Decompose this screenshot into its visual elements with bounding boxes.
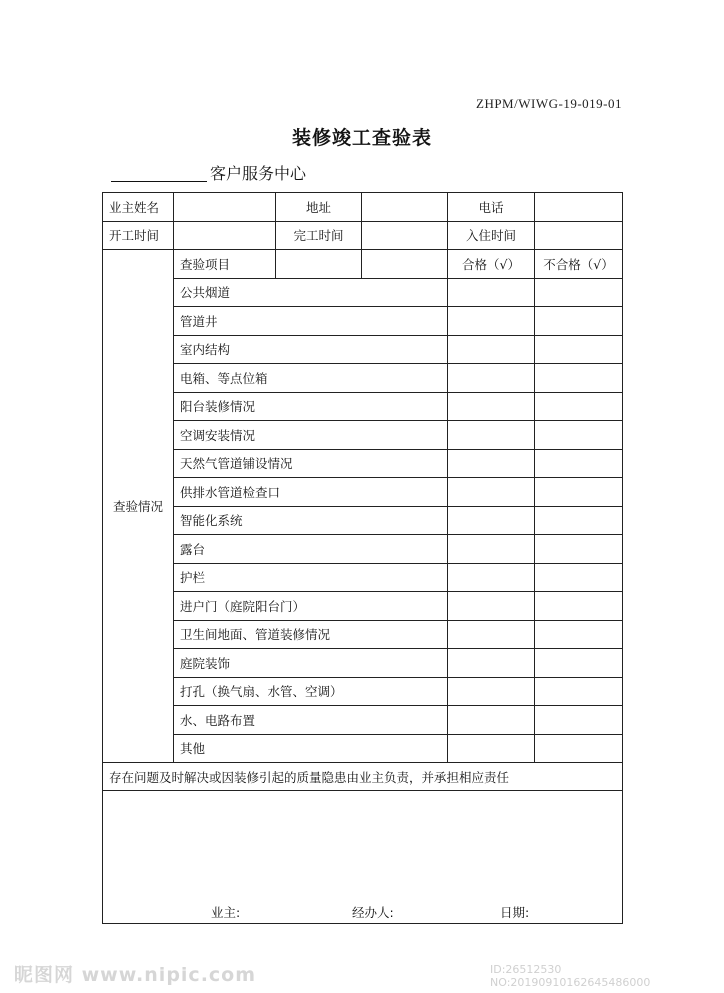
pass-check-cell[interactable]	[448, 506, 535, 535]
inspection-item-label: 天然气管道铺设情况	[174, 449, 448, 478]
inspection-item-row	[103, 677, 623, 706]
fail-check-cell[interactable]	[535, 706, 623, 735]
pass-check-cell[interactable]	[448, 364, 535, 393]
fail-check-cell[interactable]	[535, 478, 623, 507]
owner-name-label: 业主姓名	[103, 193, 174, 222]
handler-signature-label: 经办人:	[352, 905, 394, 920]
inspection-section-label: 查验情况	[103, 250, 174, 763]
inspection-item-row	[103, 706, 623, 735]
inspection-item-label: 供排水管道检查口	[174, 478, 448, 507]
form-title: 装修竣工查验表	[291, 127, 432, 149]
inspection-item-row	[103, 535, 623, 564]
start-time-cell[interactable]	[174, 221, 276, 250]
inspection-item-label: 卫生间地面、管道装修情况	[174, 620, 448, 649]
inspection-item-label: 露台	[174, 535, 448, 564]
fail-check-cell[interactable]	[535, 649, 623, 678]
date-signature-label: 日期:	[500, 905, 530, 920]
inspection-item-row	[103, 278, 623, 307]
fail-check-cell[interactable]	[535, 506, 623, 535]
pass-check-cell[interactable]	[448, 706, 535, 735]
inspection-item-row	[103, 734, 623, 763]
signature-row	[103, 791, 623, 924]
watermark-id: ID:26512530 NO:20190910162645486000	[490, 963, 651, 989]
pass-check-cell[interactable]	[448, 307, 535, 336]
pass-check-cell[interactable]	[448, 649, 535, 678]
department-name: 客户服务中心	[210, 164, 307, 183]
fail-check-cell[interactable]	[535, 734, 623, 763]
finish-time-label: 完工时间	[276, 221, 362, 250]
date-info-row	[103, 221, 623, 250]
owner-info-row	[103, 193, 623, 222]
phone-label: 电话	[448, 193, 535, 222]
inspection-item-row	[103, 421, 623, 450]
inspection-item-label: 其他	[174, 734, 448, 763]
inspection-item-row	[103, 307, 623, 336]
finish-time-cell[interactable]	[362, 221, 448, 250]
fail-check-cell[interactable]	[535, 307, 623, 336]
pass-check-cell[interactable]	[448, 677, 535, 706]
inspection-header-row	[103, 250, 623, 279]
fail-check-cell[interactable]	[535, 677, 623, 706]
pass-check-cell[interactable]	[448, 478, 535, 507]
signature-area[interactable]	[103, 791, 623, 924]
inspection-item-row	[103, 364, 623, 393]
pass-check-cell[interactable]	[448, 620, 535, 649]
inspection-item-row	[103, 506, 623, 535]
inspection-item-row	[103, 449, 623, 478]
inspection-item-label: 庭院装饰	[174, 649, 448, 678]
department-blank-line	[111, 181, 207, 182]
inspection-item-label: 管道井	[174, 307, 448, 336]
move-in-time-cell[interactable]	[535, 221, 623, 250]
phone-cell[interactable]	[535, 193, 623, 222]
fail-check-cell[interactable]	[535, 620, 623, 649]
fail-check-cell[interactable]	[535, 392, 623, 421]
inspection-form-table	[102, 192, 623, 924]
inspection-item-row	[103, 592, 623, 621]
pass-check-cell[interactable]	[448, 535, 535, 564]
fail-check-cell[interactable]	[535, 592, 623, 621]
inspection-item-row	[103, 392, 623, 421]
start-time-label: 开工时间	[103, 221, 174, 250]
inspection-item-row	[103, 478, 623, 507]
document-code: ZHPM/WIWG-19-019-01	[476, 96, 622, 111]
address-cell[interactable]	[362, 193, 448, 222]
pass-check-cell[interactable]	[448, 421, 535, 450]
fail-check-cell[interactable]	[535, 421, 623, 450]
pass-check-cell[interactable]	[448, 592, 535, 621]
inspection-item-label: 水、电路布置	[174, 706, 448, 735]
fail-check-cell[interactable]	[535, 449, 623, 478]
fail-header: 不合格（√）	[535, 250, 623, 279]
inspection-header-blank	[276, 250, 362, 279]
pass-check-cell[interactable]	[448, 563, 535, 592]
fail-check-cell[interactable]	[535, 563, 623, 592]
inspection-item-label: 护栏	[174, 563, 448, 592]
note-row	[103, 763, 623, 791]
pass-check-cell[interactable]	[448, 449, 535, 478]
fail-check-cell[interactable]	[535, 278, 623, 307]
inspection-item-label: 智能化系统	[174, 506, 448, 535]
fail-check-cell[interactable]	[535, 364, 623, 393]
inspection-item-label: 室内结构	[174, 335, 448, 364]
address-label: 地址	[276, 193, 362, 222]
inspection-header-blank	[362, 250, 448, 279]
pass-header: 合格（√）	[448, 250, 535, 279]
pass-check-cell[interactable]	[448, 392, 535, 421]
move-in-time-label: 入住时间	[448, 221, 535, 250]
inspection-section	[103, 250, 623, 763]
fail-check-cell[interactable]	[535, 535, 623, 564]
inspection-item-row	[103, 620, 623, 649]
inspection-item-label: 电箱、等点位箱	[174, 364, 448, 393]
pass-check-cell[interactable]	[448, 335, 535, 364]
pass-check-cell[interactable]	[448, 734, 535, 763]
inspection-item-label: 打孔（换气扇、水管、空调）	[174, 677, 448, 706]
fail-check-cell[interactable]	[535, 335, 623, 364]
inspection-item-label: 阳台装修情况	[174, 392, 448, 421]
inspection-item-label: 公共烟道	[174, 278, 448, 307]
watermark-site: 昵图网 www.nipic.com	[14, 964, 257, 986]
inspection-item-label: 进户门（庭院阳台门）	[174, 592, 448, 621]
inspection-item-row	[103, 649, 623, 678]
pass-check-cell[interactable]	[448, 278, 535, 307]
owner-name-cell[interactable]	[174, 193, 276, 222]
inspection-item-row	[103, 563, 623, 592]
inspection-item-label: 空调安装情况	[174, 421, 448, 450]
owner-signature-label: 业主:	[211, 905, 241, 920]
inspection-item-row	[103, 335, 623, 364]
inspection-item-header: 查验项目	[174, 250, 276, 279]
responsibility-note: 存在问题及时解决或因装修引起的质量隐患由业主负责，并承担相应责任	[103, 763, 623, 791]
